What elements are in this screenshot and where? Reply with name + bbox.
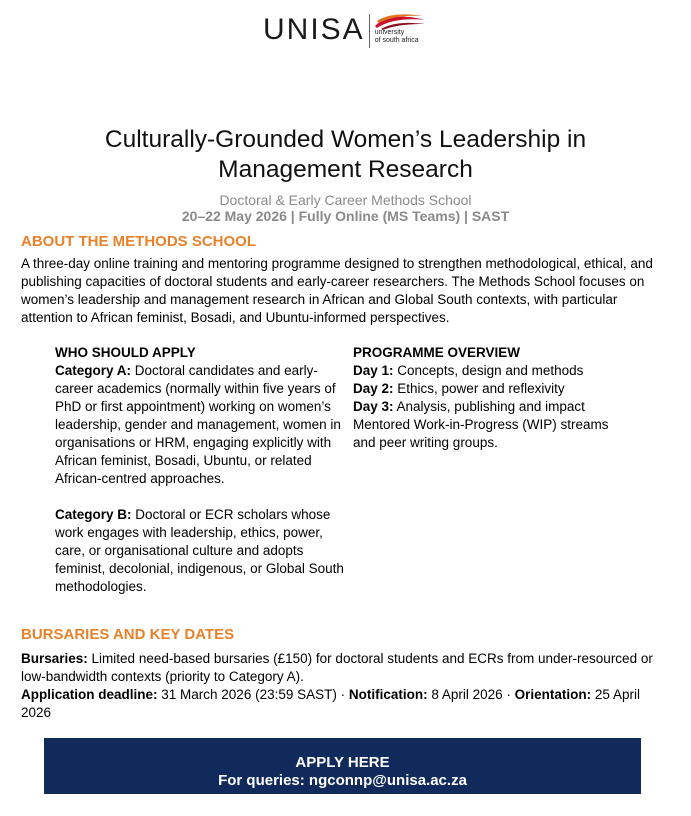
day-2-label: Day 2: — [353, 381, 394, 396]
day-2 — [353, 380, 653, 398]
title-line2: Management Research — [218, 156, 473, 183]
mentoring-text: Mentored Work-in-Progress (WIP) streams and peer writing groups. — [353, 417, 609, 450]
subtitle-dates: 20–22 May 2026 | Fully Online (MS Teams) | SAST — [181, 208, 510, 224]
bursaries-label: Bursaries: — [21, 651, 88, 666]
bursaries-description: Limited need-based bursaries (£150) for doctoral students and ECRs from under-resourced or low-bandwidth contexts (priority to Category A). — [21, 651, 653, 684]
about-heading: ABOUT THE METHODS SCHOOL — [21, 233, 256, 250]
key-dates — [21, 686, 671, 722]
logo-wordmark: UNISA — [263, 13, 365, 46]
logo-swoosh-icon — [373, 12, 427, 30]
apply-label: APPLY HERE — [295, 754, 390, 771]
bursaries-paragraph — [21, 650, 671, 686]
category-b — [55, 506, 345, 596]
queries-email[interactable]: For queries: ngconnp@unisa.ac.za — [218, 772, 467, 789]
orientation-label: Orientation: — [514, 687, 592, 702]
category-a-text: Doctoral candidates and early-career academics (normally within five years of PhD or first appointment) working on women’s leadership, gender and management, women in organisations or HRM, engaging explicitly with African feminist, Bosadi, Ubuntu, or related African-centred approaches. — [55, 363, 341, 486]
day-3-text: Analysis, publishing and impact — [393, 399, 585, 414]
who-should-apply — [55, 344, 345, 596]
logo-sub-line2: of south africa — [374, 37, 419, 44]
about-text: A three-day online training and mentoring programme designed to strengthen methodological, ethical, and publishing capacities of doctoral students and early-career researchers. The Methods School focuses on women’s leadership and management research in African and Global South contexts, with particular attention to African feminist, Bosadi, and Ubuntu-informed perspectives. — [21, 256, 653, 325]
unisa-logo — [263, 12, 427, 50]
title-line1: Culturally-Grounded Women’s Leadership in — [104, 126, 587, 153]
logo-divider — [369, 14, 370, 48]
category-a — [55, 362, 345, 488]
category-b-label: Category B: — [55, 507, 132, 522]
day-3-label: Day 3: — [353, 399, 394, 414]
deadline-label: Application deadline: — [21, 687, 158, 702]
programme-heading: PROGRAMME OVERVIEW — [353, 345, 521, 360]
subtitle-school: Doctoral & Early Career Methods School — [219, 192, 472, 208]
day-1-label: Day 1: — [353, 363, 394, 378]
day-2-text: Ethics, power and reflexivity — [393, 381, 565, 396]
who-heading: WHO SHOULD APPLY — [55, 345, 196, 360]
notification-label: Notification: — [348, 687, 428, 702]
programme-overview — [353, 344, 653, 452]
category-a-label: Category A: — [55, 363, 132, 378]
bursaries-text — [21, 650, 671, 722]
day-1 — [353, 362, 653, 380]
category-b-text: Doctoral or ECR scholars whose work engages with leadership, ethics, power, care, or organisational culture and adopts feminist, decolonial, indigenous, or Global South methodologies. — [55, 507, 344, 594]
day-1-text: Concepts, design and methods — [393, 363, 584, 378]
logo-emblem — [373, 12, 427, 50]
day-3 — [353, 398, 653, 416]
bursaries-heading: BURSARIES AND KEY DATES — [21, 626, 235, 643]
page-title — [0, 125, 691, 185]
deadline-value: 31 March 2026 (23:59 SAST) · — [157, 687, 349, 702]
orientation-value: 25 April 2026 — [21, 687, 640, 720]
apply-button[interactable] — [44, 738, 641, 794]
notification-value: 8 April 2026 · — [427, 687, 515, 702]
logo-sub-line1: university — [374, 29, 405, 36]
